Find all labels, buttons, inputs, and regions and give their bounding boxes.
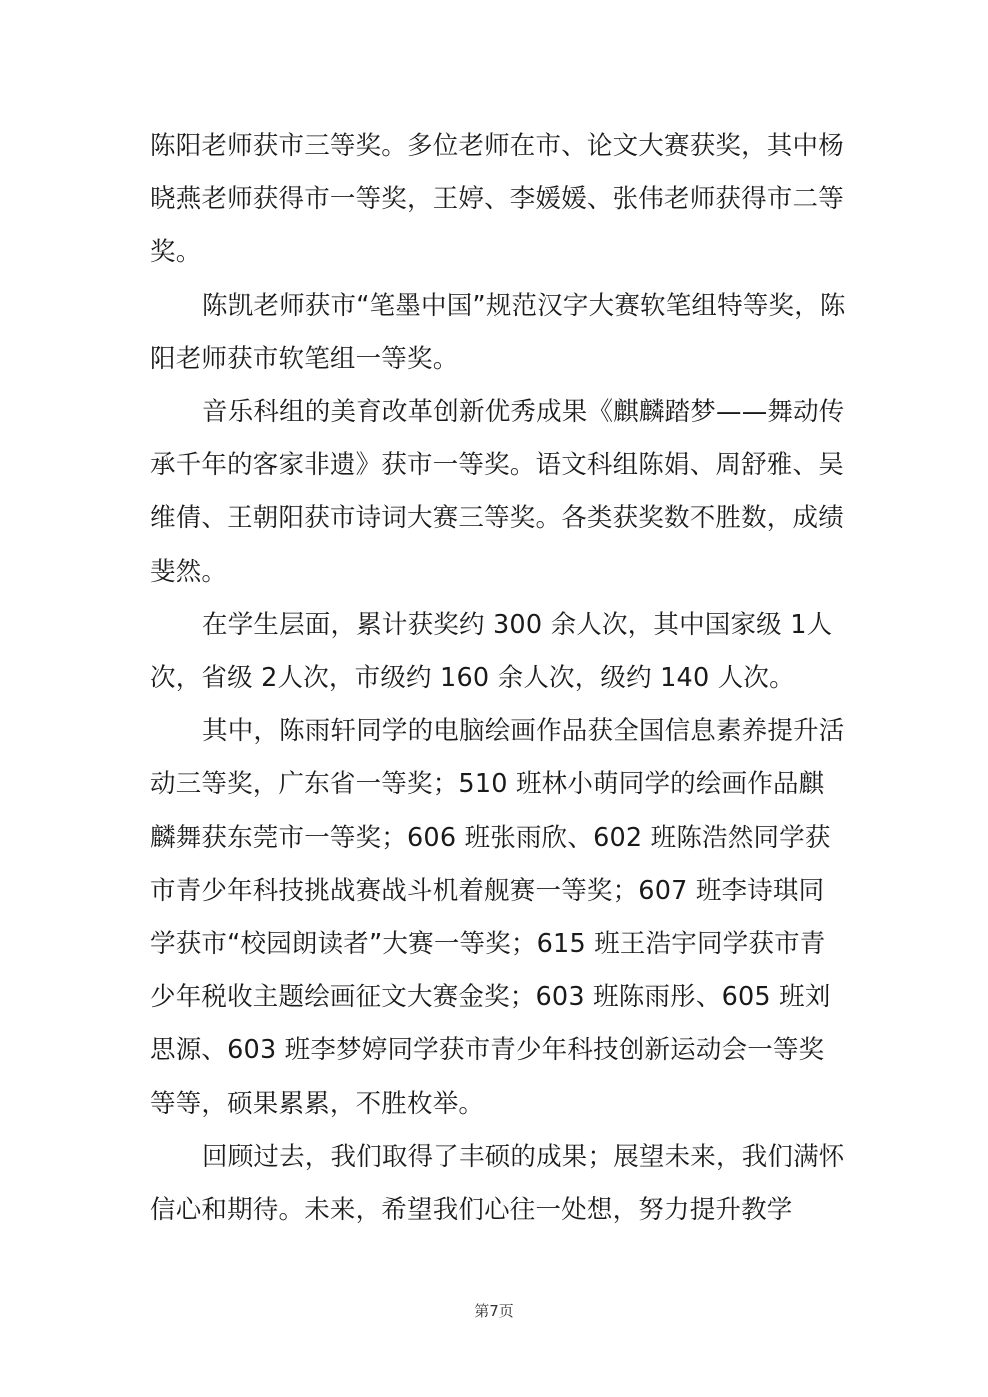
paragraph-outlook: 回顾过去，我们取得了丰硕的成果；展望未来，我们满怀信心和期待。未来，希望我们心往一处想，努力提升教学 xyxy=(150,1141,845,1226)
paragraph-student-summary: 在学生层面，累计获奖约 300 余人次，其中国家级 1人次，省级 2人次，市级约 160 余人次，级约 140 人次。 xyxy=(150,609,833,694)
document-body xyxy=(150,120,850,1237)
paragraph-student-details: 其中，陈雨轩同学的电脑绘画作品获全国信息素养提升活动三等奖，广东省一等奖；510 班林小萌同学的绘画作品麒麟舞获东莞市一等奖；606 班张雨欣、602 班陈浩然同学获市青少年科技挑战赛战斗机着舰赛一等奖；607 班李诗琪同学获市“校园朗读者”大赛一等奖；615 班王浩宇同学获市青少年税收主题绘画征文大赛金奖；603 班陈雨彤、605 班刘思源、603 班李梦婷同学获市青少年科技创新运动会一等奖等等，硕果累累，不胜枚举。 xyxy=(150,716,845,1119)
paragraph-group-awards: 音乐科组的美育改革创新优秀成果《麒麟踏梦——舞动传承千年的客家非遗》获市一等奖。语文科组陈娟、周舒雅、吴维倩、王朝阳获市诗词大赛三等奖。各类获奖数不胜数，成绩斐然。 xyxy=(150,397,845,587)
paragraph-teacher-awards: 陈阳老师获市三等奖。多位老师在市、论文大赛获奖，其中杨晓燕老师获得市一等奖，王婷、李媛媛、张伟老师获得市二等奖。 xyxy=(150,131,844,268)
page-number: 第7页 xyxy=(474,1302,514,1320)
paragraph-calligraphy-awards: 陈凯老师获市“笔墨中国”规范汉字大赛软笔组特等奖，陈阳老师获市软笔组一等奖。 xyxy=(150,290,846,374)
